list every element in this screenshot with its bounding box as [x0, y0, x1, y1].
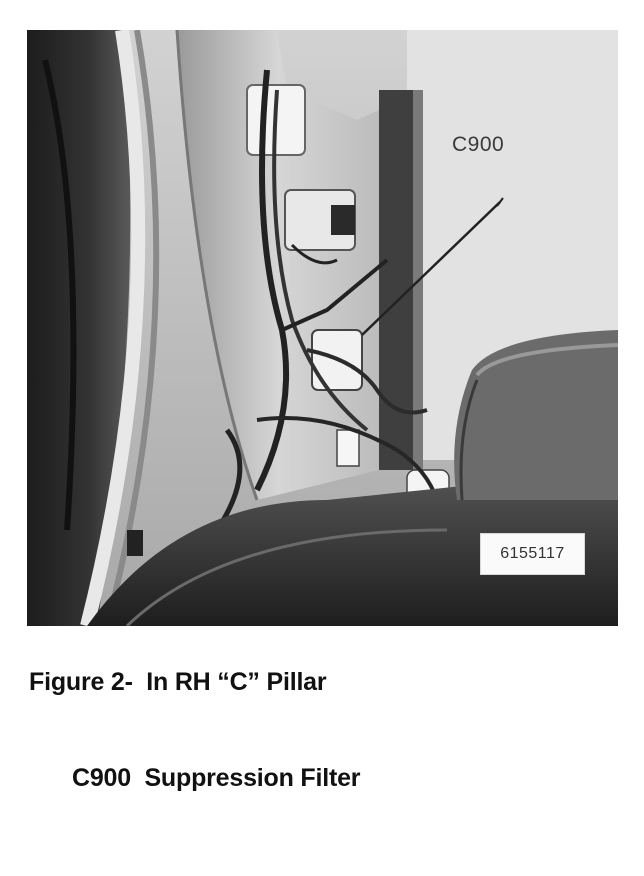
reference-number-label: 6155117 [480, 533, 585, 575]
figure-subcaption: C900 Suppression Filter [72, 764, 361, 792]
callout-label-c900: C900 [452, 133, 505, 156]
figure-caption: Figure 2- In RH “C” Pillar [29, 668, 327, 696]
